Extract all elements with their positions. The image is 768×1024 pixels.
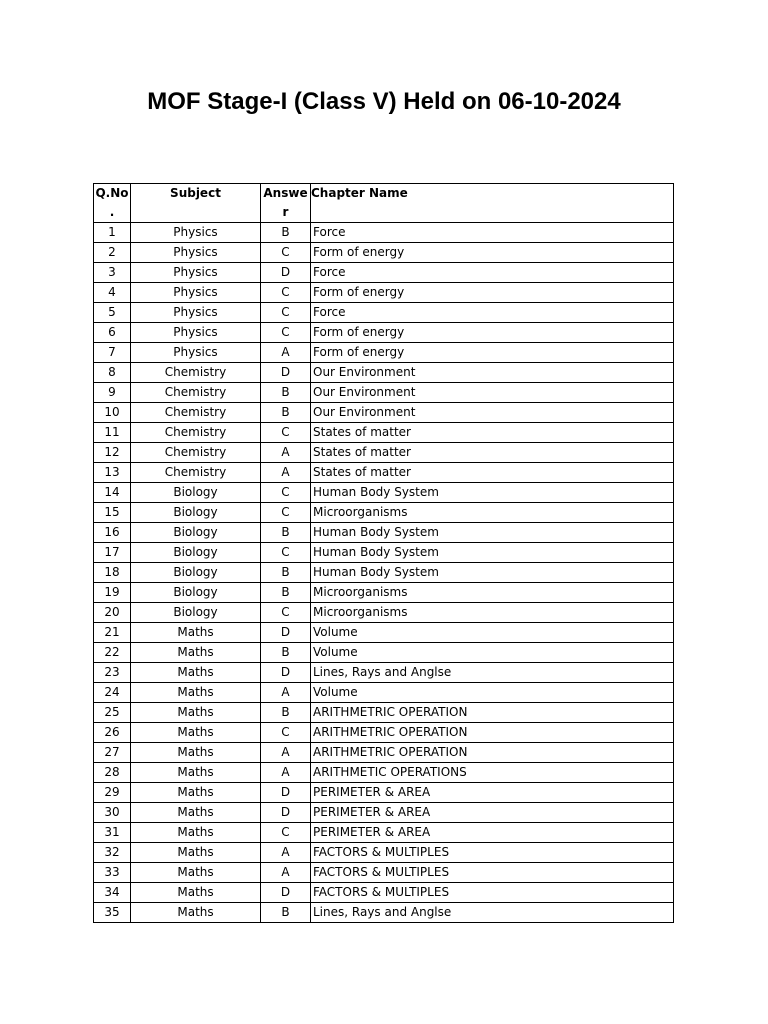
cell-question-number: 25 — [94, 703, 131, 723]
cell-subject: Maths — [131, 903, 261, 923]
cell-subject: Maths — [131, 683, 261, 703]
cell-chapter-name: Form of energy — [311, 343, 674, 363]
cell-question-number: 3 — [94, 263, 131, 283]
cell-answer: B — [261, 383, 311, 403]
page-title: MOF Stage-I (Class V) Held on 06-10-2024 — [147, 88, 621, 115]
table-header — [94, 184, 674, 223]
cell-subject: Maths — [131, 843, 261, 863]
cell-chapter-name: FACTORS & MULTIPLES — [311, 883, 674, 903]
cell-subject: Maths — [131, 663, 261, 683]
cell-chapter-name: Form of energy — [311, 243, 674, 263]
header-qno-line2: . — [109, 205, 115, 219]
header-subject: Subject — [131, 184, 261, 223]
cell-chapter-name: Our Environment — [311, 383, 674, 403]
cell-question-number: 9 — [94, 383, 131, 403]
cell-chapter-name: States of matter — [311, 423, 674, 443]
cell-answer: C — [261, 603, 311, 623]
cell-question-number: 21 — [94, 623, 131, 643]
header-qno-line1: Q.No — [95, 186, 129, 200]
cell-answer: D — [261, 623, 311, 643]
table-row — [94, 463, 674, 483]
cell-chapter-name: Form of energy — [311, 283, 674, 303]
cell-chapter-name: Human Body System — [311, 563, 674, 583]
table-body — [94, 223, 674, 923]
cell-answer: B — [261, 223, 311, 243]
cell-subject: Physics — [131, 223, 261, 243]
cell-answer: D — [261, 263, 311, 283]
cell-chapter-name: Volume — [311, 623, 674, 643]
cell-answer: A — [261, 443, 311, 463]
cell-chapter-name: Microorganisms — [311, 503, 674, 523]
cell-subject: Biology — [131, 583, 261, 603]
cell-subject: Maths — [131, 703, 261, 723]
cell-question-number: 11 — [94, 423, 131, 443]
cell-question-number: 17 — [94, 543, 131, 563]
cell-answer: A — [261, 763, 311, 783]
table-row — [94, 543, 674, 563]
cell-subject: Chemistry — [131, 383, 261, 403]
table-row — [94, 263, 674, 283]
table-row — [94, 583, 674, 603]
cell-chapter-name: Form of energy — [311, 323, 674, 343]
cell-answer: C — [261, 543, 311, 563]
cell-answer: C — [261, 503, 311, 523]
table-row — [94, 603, 674, 623]
cell-question-number: 16 — [94, 523, 131, 543]
cell-question-number: 32 — [94, 843, 131, 863]
cell-question-number: 15 — [94, 503, 131, 523]
cell-question-number: 18 — [94, 563, 131, 583]
cell-question-number: 2 — [94, 243, 131, 263]
cell-chapter-name: Our Environment — [311, 403, 674, 423]
cell-chapter-name: PERIMETER & AREA — [311, 823, 674, 843]
cell-question-number: 34 — [94, 883, 131, 903]
table-row — [94, 503, 674, 523]
table-row — [94, 443, 674, 463]
cell-answer: B — [261, 903, 311, 923]
header-answer-line1: Answe — [263, 186, 308, 200]
cell-answer: B — [261, 703, 311, 723]
cell-answer: C — [261, 423, 311, 443]
table-row — [94, 903, 674, 923]
cell-subject: Physics — [131, 343, 261, 363]
cell-chapter-name: FACTORS & MULTIPLES — [311, 843, 674, 863]
cell-answer: D — [261, 883, 311, 903]
cell-answer: C — [261, 823, 311, 843]
cell-answer: D — [261, 363, 311, 383]
cell-chapter-name: ARITHMETRIC OPERATION — [311, 743, 674, 763]
table-row — [94, 783, 674, 803]
table-row — [94, 823, 674, 843]
cell-subject: Maths — [131, 803, 261, 823]
cell-chapter-name: Lines, Rays and Anglse — [311, 663, 674, 683]
cell-chapter-name: Human Body System — [311, 523, 674, 543]
cell-question-number: 12 — [94, 443, 131, 463]
cell-answer: C — [261, 483, 311, 503]
cell-subject: Maths — [131, 763, 261, 783]
cell-chapter-name: ARITHMETIC OPERATIONS — [311, 763, 674, 783]
header-row — [94, 184, 674, 223]
cell-subject: Physics — [131, 323, 261, 343]
cell-question-number: 19 — [94, 583, 131, 603]
table-row — [94, 663, 674, 683]
cell-subject: Biology — [131, 523, 261, 543]
cell-answer: B — [261, 583, 311, 603]
table-row — [94, 383, 674, 403]
cell-subject: Biology — [131, 543, 261, 563]
cell-answer: A — [261, 743, 311, 763]
header-chapter: Chapter Name — [311, 184, 674, 223]
cell-answer: C — [261, 303, 311, 323]
table-row — [94, 483, 674, 503]
cell-question-number: 26 — [94, 723, 131, 743]
cell-subject: Maths — [131, 643, 261, 663]
cell-subject: Chemistry — [131, 443, 261, 463]
header-answer — [261, 184, 311, 223]
cell-chapter-name: PERIMETER & AREA — [311, 783, 674, 803]
cell-chapter-name: Force — [311, 303, 674, 323]
cell-question-number: 31 — [94, 823, 131, 843]
cell-question-number: 22 — [94, 643, 131, 663]
cell-chapter-name: PERIMETER & AREA — [311, 803, 674, 823]
cell-subject: Physics — [131, 243, 261, 263]
table-row — [94, 703, 674, 723]
cell-question-number: 7 — [94, 343, 131, 363]
table-row — [94, 763, 674, 783]
cell-chapter-name: Volume — [311, 683, 674, 703]
table-row — [94, 643, 674, 663]
table-row — [94, 683, 674, 703]
cell-question-number: 23 — [94, 663, 131, 683]
cell-answer: D — [261, 783, 311, 803]
table-row — [94, 283, 674, 303]
cell-subject: Biology — [131, 483, 261, 503]
cell-chapter-name: Lines, Rays and Anglse — [311, 903, 674, 923]
cell-subject: Maths — [131, 823, 261, 843]
cell-question-number: 29 — [94, 783, 131, 803]
cell-subject: Chemistry — [131, 363, 261, 383]
cell-question-number: 20 — [94, 603, 131, 623]
table-row — [94, 563, 674, 583]
cell-subject: Maths — [131, 783, 261, 803]
table-row — [94, 403, 674, 423]
answer-key-table — [93, 183, 674, 923]
table-row — [94, 883, 674, 903]
cell-answer: B — [261, 403, 311, 423]
cell-chapter-name: ARITHMETRIC OPERATION — [311, 723, 674, 743]
cell-answer: A — [261, 843, 311, 863]
cell-subject: Biology — [131, 563, 261, 583]
cell-question-number: 28 — [94, 763, 131, 783]
cell-question-number: 35 — [94, 903, 131, 923]
cell-answer: C — [261, 323, 311, 343]
header-answer-line2: r — [282, 205, 289, 219]
cell-chapter-name: States of matter — [311, 463, 674, 483]
cell-answer: A — [261, 863, 311, 883]
table-row — [94, 243, 674, 263]
cell-chapter-name: Force — [311, 223, 674, 243]
cell-answer: A — [261, 343, 311, 363]
cell-subject: Chemistry — [131, 463, 261, 483]
cell-answer: C — [261, 723, 311, 743]
cell-chapter-name: FACTORS & MULTIPLES — [311, 863, 674, 883]
cell-chapter-name: Force — [311, 263, 674, 283]
cell-subject: Maths — [131, 723, 261, 743]
cell-question-number: 30 — [94, 803, 131, 823]
cell-question-number: 4 — [94, 283, 131, 303]
cell-question-number: 14 — [94, 483, 131, 503]
cell-question-number: 5 — [94, 303, 131, 323]
table-row — [94, 423, 674, 443]
cell-question-number: 24 — [94, 683, 131, 703]
cell-subject: Biology — [131, 603, 261, 623]
cell-chapter-name: ARITHMETRIC OPERATION — [311, 703, 674, 723]
cell-chapter-name: Volume — [311, 643, 674, 663]
cell-subject: Maths — [131, 883, 261, 903]
table-row — [94, 623, 674, 643]
cell-chapter-name: Microorganisms — [311, 603, 674, 623]
cell-answer: B — [261, 563, 311, 583]
cell-answer: C — [261, 283, 311, 303]
table-row — [94, 343, 674, 363]
cell-subject: Maths — [131, 863, 261, 883]
cell-question-number: 27 — [94, 743, 131, 763]
cell-subject: Chemistry — [131, 403, 261, 423]
cell-subject: Physics — [131, 263, 261, 283]
cell-answer: B — [261, 643, 311, 663]
cell-answer: A — [261, 683, 311, 703]
cell-question-number: 13 — [94, 463, 131, 483]
table-row — [94, 303, 674, 323]
cell-subject: Maths — [131, 623, 261, 643]
header-qno — [94, 184, 131, 223]
cell-answer: C — [261, 243, 311, 263]
cell-subject: Physics — [131, 303, 261, 323]
cell-chapter-name: States of matter — [311, 443, 674, 463]
cell-chapter-name: Human Body System — [311, 483, 674, 503]
cell-question-number: 6 — [94, 323, 131, 343]
table-row — [94, 323, 674, 343]
cell-question-number: 8 — [94, 363, 131, 383]
table-row — [94, 843, 674, 863]
cell-chapter-name: Microorganisms — [311, 583, 674, 603]
cell-answer: D — [261, 803, 311, 823]
table-row — [94, 743, 674, 763]
table-row — [94, 523, 674, 543]
cell-subject: Maths — [131, 743, 261, 763]
cell-subject: Chemistry — [131, 423, 261, 443]
cell-answer: A — [261, 463, 311, 483]
cell-subject: Physics — [131, 283, 261, 303]
table-row — [94, 223, 674, 243]
cell-subject: Biology — [131, 503, 261, 523]
table-row — [94, 803, 674, 823]
table-row — [94, 863, 674, 883]
cell-answer: B — [261, 523, 311, 543]
cell-chapter-name: Human Body System — [311, 543, 674, 563]
table-row — [94, 723, 674, 743]
cell-chapter-name: Our Environment — [311, 363, 674, 383]
cell-question-number: 33 — [94, 863, 131, 883]
table-row — [94, 363, 674, 383]
cell-answer: D — [261, 663, 311, 683]
cell-question-number: 1 — [94, 223, 131, 243]
cell-question-number: 10 — [94, 403, 131, 423]
